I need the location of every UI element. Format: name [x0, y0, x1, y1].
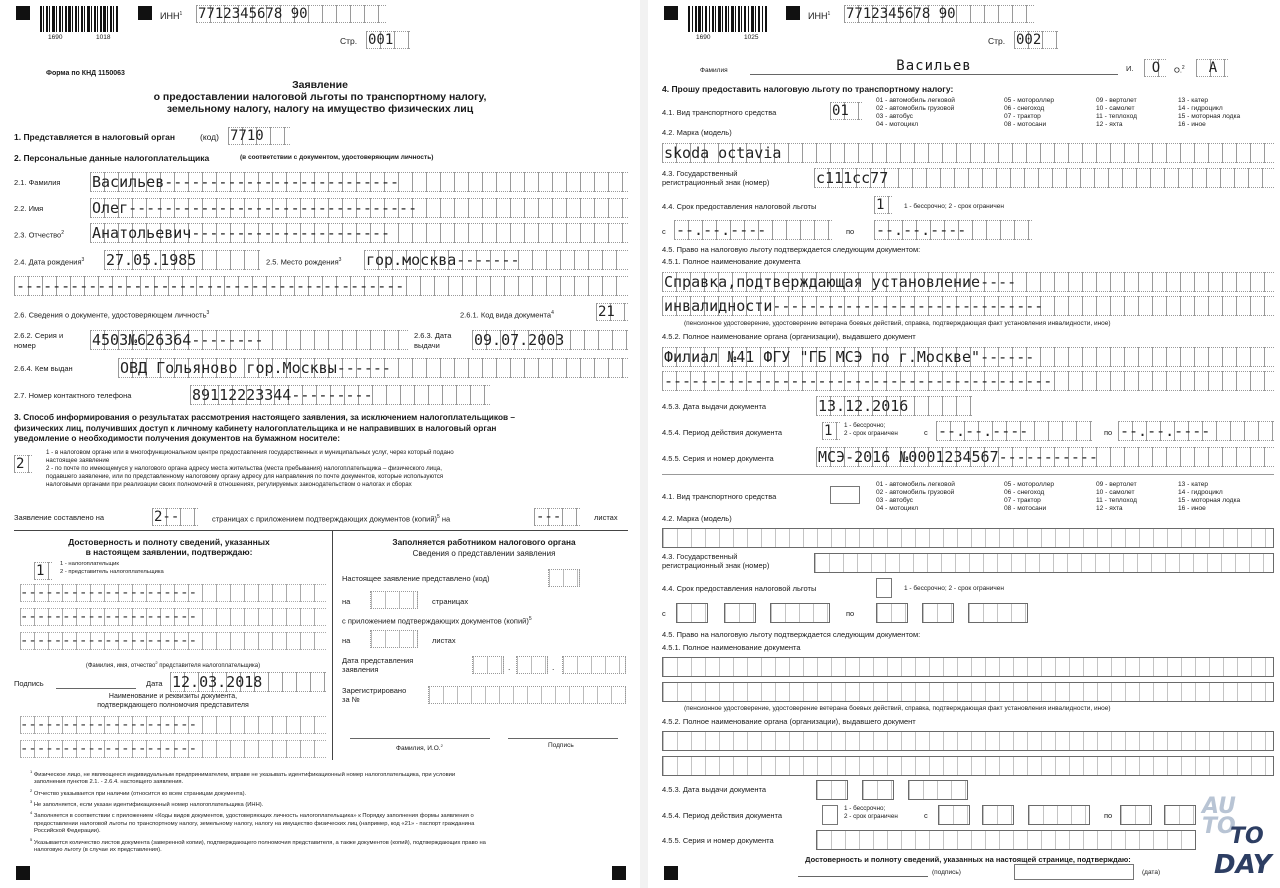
benefit-to-label-2: по: [846, 609, 855, 618]
vehicle-types-col-4-2: 13 - катер 14 - гидроцикл 15 - моторная лодка 16 - иное: [1178, 481, 1241, 512]
series-number-label: 2.6.2. Серия и номер: [14, 331, 64, 350]
doc-name-field-1[interactable]: Справка,подтверждающая установление----: [662, 272, 1274, 292]
footnote-4-cont: предоставлении налоговой льготы по транспортному налогу, земельному налогу, налогу на имущество физических лиц (например, код «21» - паспорт гражданина: [34, 820, 475, 827]
issue-date-field[interactable]: 09.07.2003: [472, 330, 628, 350]
barcode-number-left: 1690: [696, 34, 711, 41]
benefit-to-day-2[interactable]: [876, 603, 908, 623]
footnote-3: $^3$ Не заполняется, если указан идентификационный номер налогоплательщика (ИНН).: [30, 799, 264, 808]
benefit-term-field[interactable]: 1: [874, 196, 892, 214]
doc-period-from-field[interactable]: --.--.----: [936, 421, 1092, 441]
doc-period-label-2: 4.5.4. Период действия документа: [662, 811, 783, 820]
benefit-from-month-2[interactable]: [724, 603, 756, 623]
surname-field[interactable]: Васильев: [750, 58, 1118, 75]
inn-label: ИНН$^1$: [160, 11, 183, 21]
footnote-5: $^5$ Указывается количество листов документа (заверенной копии), подтверждающего полномочия представителя, а также документов (копий), подтверждающих право на: [30, 836, 486, 846]
rep-doc-row-1[interactable]: ---------------------: [20, 716, 326, 734]
vehicle-types-col-2: 05 - мотороллер 06 - снегоход 07 - трактор 08 - мотосани: [1004, 97, 1055, 128]
first-name-field[interactable]: Олег--------------------------------: [90, 198, 628, 218]
footnote-1: $^1$ Физическое лицо, не являющееся индивидуальным предпринимателем, вправе не указывать идентификационный номер налогоплательщика, при условии: [30, 769, 456, 778]
doc-issue-year-2[interactable]: [908, 780, 968, 800]
signature-date-field[interactable]: 12.03.2018: [170, 672, 326, 692]
officer-na-label: на: [342, 597, 351, 606]
benefit-from-year-2[interactable]: [770, 603, 830, 623]
surname-field[interactable]: Васильев--------------------------: [90, 172, 628, 192]
brand-label: 4.2. Марка (модель): [662, 128, 732, 137]
vehicle-type-label-2: 4.1. Вид транспортного средства: [662, 492, 777, 501]
doc-series-label-2: 4.5.5. Серия и номер документа: [662, 836, 774, 845]
doc-issue-month-2[interactable]: [862, 780, 894, 800]
confirm-who-field[interactable]: 1: [34, 562, 52, 580]
section-4-label: 4. Прошу предоставить налоговую льготу по транспортному налогу:: [662, 84, 954, 94]
section-2-note: (в соответствии с документом, удостоверяющим личность): [240, 154, 434, 161]
page-2-signature-caption: (подпись): [932, 869, 961, 876]
doc-period-to-field[interactable]: --.--.----: [1118, 421, 1274, 441]
representative-name-row-3[interactable]: ---------------------: [20, 632, 326, 650]
doc-issue-date-label: 4.5.3. Дата выдачи документа: [662, 402, 767, 411]
barcode-number-right: 1018: [96, 34, 111, 41]
section-2-label: 2. Персональные данные налогоплательщика: [14, 153, 210, 163]
officer-pages-field[interactable]: [370, 591, 418, 609]
issuer-field-2b[interactable]: [662, 756, 1274, 776]
identity-document-label: 2.6. Сведения о документе, удостоверяющем личность$^3$: [14, 310, 210, 320]
page-gap: [640, 0, 648, 888]
section-3-label: 3. Способ информирования о результатах рассмотрения настоящего заявления, за исключением налогоплательщиков – физических лиц, получивших доступ к личному кабинету налогоплательщика и не направивших в налоговый орган уведомление о необходимости получения документов на бумажном носителе:: [14, 412, 516, 443]
doc-period-from-day-2[interactable]: [938, 805, 970, 825]
patronymic-field[interactable]: Анатольевич----------------------: [90, 223, 628, 243]
officer-code-field[interactable]: [548, 569, 580, 587]
representative-name-row-2[interactable]: ---------------------: [20, 608, 326, 626]
right-confirmed-label: 4.5. Право на налоговую льготу подтверждается следующим документом:: [662, 245, 921, 254]
issued-by-label: 2.6.4. Кем выдан: [14, 364, 73, 373]
initial-i-label: И.: [1126, 64, 1134, 73]
composed-label: Заявление составлено на: [14, 513, 105, 522]
officer-reg-number-field[interactable]: [428, 686, 626, 704]
section-1-code-hint: (код): [200, 132, 219, 142]
officer-date-label: Дата представления заявления: [342, 656, 414, 674]
first-name-label: 2.2. Имя: [14, 204, 44, 213]
doc-name-field-2b[interactable]: [662, 682, 1274, 702]
plate-field-2[interactable]: [814, 553, 1274, 573]
benefit-to-month-2[interactable]: [922, 603, 954, 623]
barcode-number-left: 1690: [48, 34, 63, 41]
issuer-field-2a[interactable]: [662, 731, 1274, 751]
corner-marker-top-left: [664, 6, 678, 20]
corner-marker-top-mid: [786, 6, 800, 20]
doc-type-code-field[interactable]: 21: [596, 303, 628, 321]
brand-label-2: 4.2. Марка (модель): [662, 514, 732, 523]
doc-period-from-label: с: [924, 428, 928, 437]
page-number-label: Стр.: [988, 36, 1006, 46]
officer-sign-line[interactable]: [508, 738, 618, 739]
doc-series-label: 4.5.5. Серия и номер документа: [662, 454, 774, 463]
footnote-4: $^4$ Заполняется в соответствии с приложением «Коды видов документов, удостоверяющих личность налогоплательщика» к Порядку заполнения формы заявления о: [30, 810, 474, 820]
officer-date-day[interactable]: [472, 656, 504, 674]
page-2-date-field[interactable]: [1014, 864, 1134, 880]
benefit-term-label: 4.4. Срок предоставления налоговой льготы: [662, 202, 817, 211]
vehicle-type-field-2[interactable]: [830, 486, 860, 504]
watermark-line-2: TO: [1202, 814, 1236, 839]
brand-field[interactable]: skoda octavia: [662, 143, 1274, 163]
doc-period-from-month-2[interactable]: [982, 805, 1014, 825]
issuer-field-2[interactable]: -------------------------------------------: [662, 371, 1274, 391]
vehicle-types-col-3: 09 - вертолет 10 - самолет 11 - теплоход 12 - яхта: [1096, 97, 1137, 128]
series-number-field[interactable]: 4503№626364--------: [90, 330, 408, 350]
birth-place-continuation[interactable]: -------------------------------------------: [14, 276, 628, 296]
corner-marker-top-mid: [138, 6, 152, 20]
barcode: [688, 6, 768, 32]
footnote-5-cont: налоговую льготу (в случае их представления).: [34, 846, 162, 853]
issue-date-label: 2.6.3. Дата выдачи: [414, 331, 452, 350]
form-page-2: [648, 0, 1280, 888]
doc-issue-day-2[interactable]: [816, 780, 848, 800]
officer-with-label: с приложением подтверждающих документов (копий)$^5$: [342, 616, 532, 626]
officer-reg-label: Зарегистрировано за №: [342, 686, 407, 704]
notification-method-field[interactable]: 2: [14, 455, 32, 473]
barcode: [40, 6, 120, 32]
doc-period-options-2: 1 - бессрочно; 2 - срок ограничен: [844, 805, 898, 820]
birth-date-field[interactable]: 27.05.1985: [104, 250, 260, 270]
doc-name-label: 4.5.1. Полное наименование документа: [662, 257, 801, 266]
benefit-term-note: 1 - бессрочно; 2 - срок ограничен: [904, 203, 1004, 210]
composed-sheets-label: листах: [594, 513, 618, 522]
rep-doc-caption: Наименование и реквизиты документа, подтверждающего полномочия представителя: [97, 693, 249, 709]
watermark-line-1: AU: [1202, 794, 1236, 819]
plate-label-2: 4.3. Государственный регистрационный знак (номер): [662, 552, 770, 570]
date-sep: .: [552, 662, 555, 672]
officer-date-year[interactable]: [562, 656, 626, 674]
composed-middle-text: страницах с приложением подтверждающих документов (копий)$^5$ на: [212, 514, 451, 524]
vehicle-types-col-4: 13 - катер 14 - гидроцикл 15 - моторная лодка 16 - иное: [1178, 97, 1241, 128]
patronymic-label: 2.3. Отчество$^2$: [14, 230, 64, 240]
plate-label: 4.3. Государственный регистрационный знак (номер): [662, 169, 770, 187]
vehicle-type-label: 4.1. Вид транспортного средства: [662, 108, 777, 117]
page-number-field[interactable]: 002: [1014, 31, 1058, 49]
phone-field[interactable]: 89112223344---------: [190, 385, 490, 405]
page-title: Заявление о предоставлении налоговой льготы по транспортному налогу, земельному налогу, налогу на имущество физических лиц: [153, 79, 487, 115]
initial-o-field[interactable]: А: [1196, 59, 1228, 77]
page-2-confirm-footer: Достоверность и полноту сведений, указанных на настоящей странице, подтверждаю:: [805, 855, 1131, 864]
composed-pages-field[interactable]: 2--: [152, 508, 198, 526]
benefit-from-label: с: [662, 227, 666, 236]
doc-issue-date-field[interactable]: 13.12.2016: [816, 396, 972, 416]
watermark-line-4: DAY: [1214, 850, 1272, 880]
vehicle-types-col-2-2: 05 - мотороллер 06 - снегоход 07 - трактор 08 - мотосани: [1004, 481, 1055, 512]
form-knd: Форма по КНД 1150063: [46, 70, 125, 77]
confirm-who-options: 1 - налогоплательщик 2 - представитель налогоплательщика: [60, 561, 164, 575]
surname-label: Фамилия: [700, 67, 728, 74]
doc-name-note: (пенсионное удостоверение, удостоверение ветерана боевых действий, справка, подтверждающая факт установления инвалидности, иное): [684, 320, 1111, 327]
doc-type-code-label: 2.6.1. Код вида документа$^4$: [460, 310, 554, 320]
birth-place-field[interactable]: гор.москва-------: [364, 250, 628, 270]
initial-o-label: О.$^2$: [1174, 65, 1185, 75]
corner-marker-bottom-right: [612, 866, 626, 880]
officer-fio-caption: Фамилия, И.О.$^2$: [396, 743, 443, 753]
inn-field[interactable]: 7712345678 90: [844, 5, 1034, 23]
doc-period-to-label-2: по: [1104, 811, 1113, 820]
date-sep: .: [508, 662, 511, 672]
rep-doc-row-2[interactable]: ---------------------: [20, 740, 326, 758]
doc-name-field-2a[interactable]: [662, 657, 1274, 677]
block-divider: [662, 474, 1274, 475]
vehicle-type-field[interactable]: 01: [830, 102, 862, 120]
benefit-from-field[interactable]: --.--.----: [674, 220, 832, 240]
brand-field-2[interactable]: [662, 528, 1274, 548]
column-divider: [332, 530, 333, 760]
date-label: Дата: [146, 679, 163, 688]
signature-line[interactable]: [56, 688, 136, 689]
benefit-from-day-2[interactable]: [676, 603, 708, 623]
doc-series-field[interactable]: МСЭ-2016 №0001234567-----------: [816, 447, 1274, 467]
footnote-1-cont: заполнения пунктов 2.1. - 2.6.4. настоящего заявления.: [34, 779, 184, 786]
officer-title: Заполняется работником налогового органа: [392, 537, 576, 547]
officer-date-month[interactable]: [516, 656, 548, 674]
officer-sheets-field[interactable]: [370, 630, 418, 648]
officer-code-label: Настоящее заявление представлено (код): [342, 574, 490, 583]
inn-field[interactable]: 7712345678 90: [196, 5, 386, 23]
section-1-label: 1. Представляется в налоговый орган: [14, 132, 175, 142]
doc-name-field-2[interactable]: инвалидности------------------------------: [662, 296, 1274, 316]
page-2-signature-line[interactable]: [798, 876, 928, 877]
footnote-4-cont2: Российской Федерации).: [34, 828, 101, 835]
signature-label: Подпись: [14, 679, 44, 688]
composed-copies-field[interactable]: ---: [534, 508, 580, 526]
corner-marker-top-left: [16, 6, 30, 20]
doc-period-field[interactable]: 1: [822, 422, 840, 440]
page-number-field[interactable]: 001: [366, 31, 410, 49]
benefit-from-label-2: с: [662, 609, 666, 618]
fio-caption: (Фамилия, имя, отчество$^2$ представителя налогоплательщика): [85, 660, 261, 669]
initial-i-field[interactable]: О: [1144, 59, 1166, 77]
page-number-label: Стр.: [340, 36, 358, 46]
benefit-term-note-2: 1 - бессрочно; 2 - срок ограничен: [904, 585, 1004, 592]
doc-period-from-label-2: с: [924, 811, 928, 820]
doc-period-field-2[interactable]: [822, 805, 838, 825]
officer-pages-label: страницах: [432, 597, 469, 606]
issuer-field-1[interactable]: Филиал №41 ФГУ "ГБ МСЭ по г.Москве"------: [662, 347, 1274, 367]
doc-period-label: 4.5.4. Период действия документа: [662, 428, 783, 437]
footnote-2: $^2$ Отчество указывается при наличии (относится ко всем страницам документа).: [30, 787, 247, 797]
representative-name-row-1[interactable]: ---------------------: [20, 584, 326, 602]
doc-period-options: 1 - бессрочно; 2 - срок ограничен: [844, 422, 898, 437]
surname-label: 2.1. Фамилия: [14, 178, 61, 187]
doc-period-from-year-2[interactable]: [1028, 805, 1090, 825]
issued-by-field[interactable]: ОВД Гольяново гор.Москвы------: [118, 358, 628, 378]
inn-label: ИНН$^1$: [808, 11, 831, 21]
doc-period-to-day-2[interactable]: [1120, 805, 1152, 825]
birth-date-label: 2.4. Дата рождения$^3$: [14, 257, 85, 267]
confirm-title: Достоверность и полноту сведений, указанных в настоящем заявлении, подтверждаю:: [68, 537, 270, 557]
doc-name-note-2: (пенсионное удостоверение, удостоверение ветерана боевых действий, справка, подтверждающая факт установления инвалидности, иное): [684, 705, 1111, 712]
corner-marker-bottom-left: [16, 866, 30, 880]
barcode-number-right: 1025: [744, 34, 759, 41]
vehicle-types-col-3-2: 09 - вертолет 10 - самолет 11 - теплоход 12 - яхта: [1096, 481, 1137, 512]
corner-marker-bottom-left: [664, 866, 678, 880]
tax-authority-code-field[interactable]: 7710: [228, 127, 290, 145]
plate-field[interactable]: с111сс77: [814, 168, 1274, 188]
doc-series-field-2[interactable]: [816, 830, 1196, 850]
site-watermark: [1172, 792, 1272, 884]
doc-name-label-2: 4.5.1. Полное наименование документа: [662, 643, 801, 652]
watermark-line-3: TO: [1230, 824, 1264, 849]
page-2-date-caption: (дата): [1142, 869, 1161, 876]
vehicle-types-col-1: 01 - автомобиль легковой 02 - автомобиль грузовой 03 - автобус 04 - мотоцикл: [876, 97, 955, 128]
officer-na2-label: на: [342, 636, 351, 645]
right-confirmed-label-2: 4.5. Право на налоговую льготу подтверждается следующим документом:: [662, 630, 921, 639]
issuer-label-2: 4.5.2. Полное наименование органа (организации), выдавшего документ: [662, 717, 916, 726]
birth-place-label: 2.5. Место рождения$^3$: [266, 257, 342, 267]
benefit-to-year-2[interactable]: [968, 603, 1028, 623]
benefit-term-field-2[interactable]: [876, 578, 892, 598]
officer-subtitle: Сведения о представлении заявления: [412, 549, 556, 558]
footnotes: [30, 768, 620, 854]
benefit-to-label: по: [846, 227, 855, 236]
officer-fio-line[interactable]: [350, 738, 490, 739]
benefit-term-label-2: 4.4. Срок предоставления налоговой льготы: [662, 584, 817, 593]
section-divider: [14, 530, 628, 531]
doc-period-to-label: по: [1104, 428, 1113, 437]
doc-issue-date-label-2: 4.5.3. Дата выдачи документа: [662, 785, 767, 794]
issuer-label: 4.5.2. Полное наименование органа (организации), выдавшего документ: [662, 332, 916, 341]
phone-label: 2.7. Номер контактного телефона: [14, 391, 132, 400]
officer-sheets-label: листах: [432, 636, 456, 645]
notification-options: 1 - в налоговом органе или в многофункциональном центре предоставления государственных и муниципальных услуг, через который подано настоящее заявление 2 - по почте по имеющемуся у налогового органа адресу места жительства (места пребывания) налогоплательщика – физического лица, подавшего заявление, или по представленному налоговому органу адресу для направления по почте документов, которые используются налоговыми органами при реализации своих полномочий в отношениях, регулируемых законодательством о налогах и сборах: [46, 449, 454, 488]
vehicle-types-col-1-2: 01 - автомобиль легковой 02 - автомобиль грузовой 03 - автобус 04 - мотоцикл: [876, 481, 955, 512]
benefit-to-field[interactable]: --.--.----: [874, 220, 1032, 240]
officer-sign-caption: Подпись: [548, 742, 574, 749]
